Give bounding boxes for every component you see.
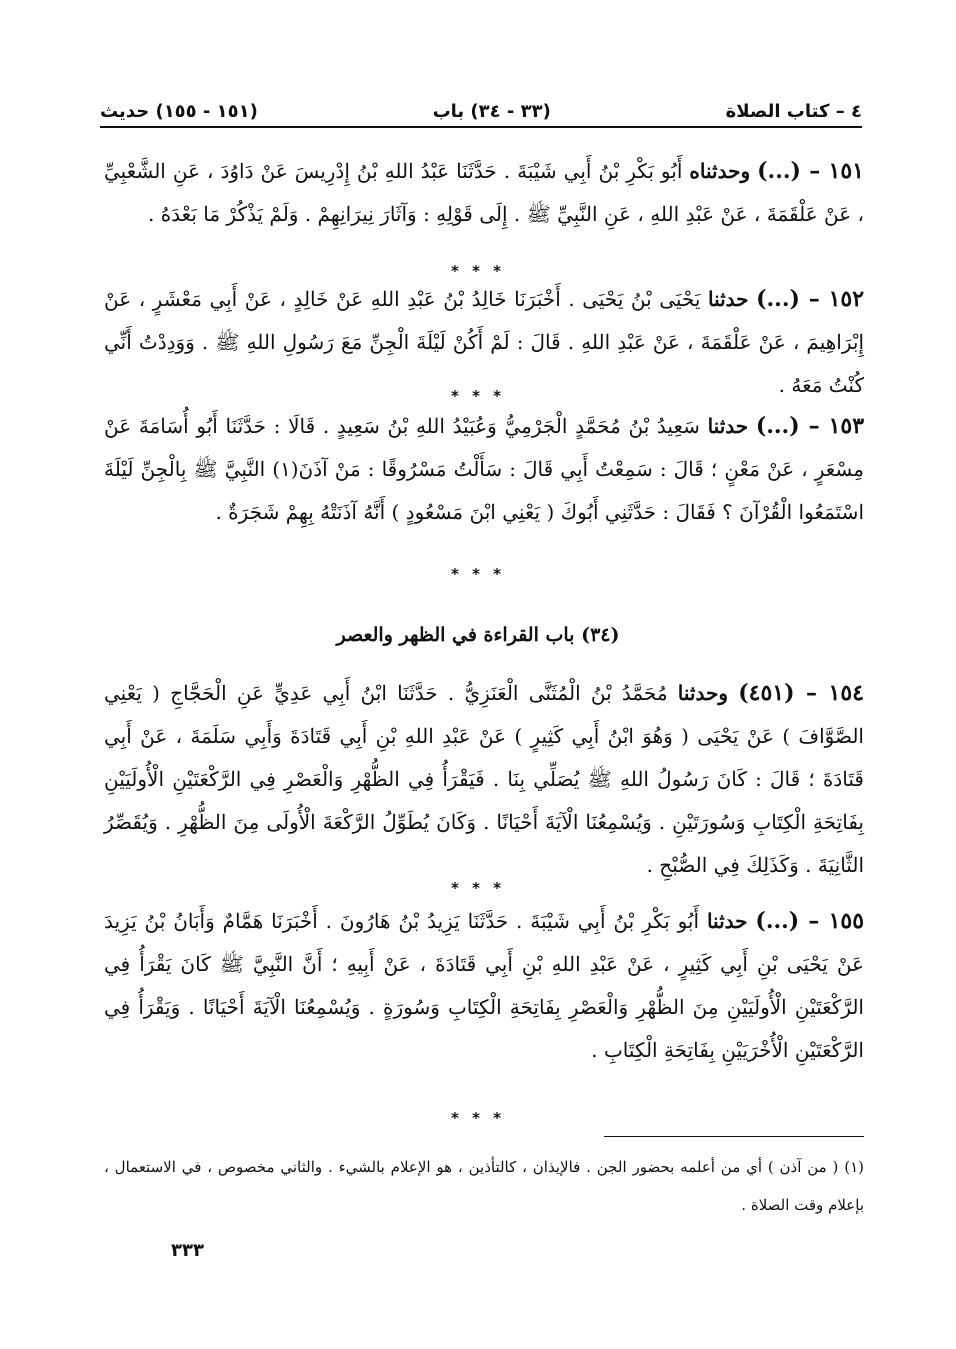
hadith-number: ١٥٢ – (...): [756, 286, 865, 312]
hadith-number: ١٥٥ – (...): [755, 908, 865, 934]
hadith-text: يَحْيَى بْنُ يَحْيَى . أَخْبَرَنَا خَالِدُ بْنُ عَبْدِ اللهِ عَنْ خَالِدٍ ، عَنْ أَبِي مَعْشَرٍ ، عَنْ إِبْرَاهِيمَ ، عَنْ عَلْقَمَةَ ، عَنْ عَبْدِ اللهِ . قَالَ : لَمْ أَكُنْ لَيْلَةَ الْجِنِّ مَعَ رَسُولِ اللهِ ﷺ . وَوَدِدْتُ أَنِّي كُنْتُ مَعَهُ .: [104, 287, 864, 397]
hadith-keyword: حدثنا: [706, 909, 748, 933]
hadith-155: [104, 900, 864, 1072]
hadith-154: [104, 672, 864, 887]
chapter-heading: (٣٤) باب القراءة في الظهر والعصر: [336, 624, 620, 646]
section-separator: * * *: [451, 1109, 505, 1127]
hadith-range: (١٥١ - ١٥٥) حديث: [100, 101, 258, 122]
header-divider: [100, 126, 862, 128]
hadith-keyword: وحدثناه: [689, 159, 751, 183]
hadith-153: [104, 405, 864, 534]
hadith-keyword: حدثنا: [707, 414, 749, 438]
section-separator: * * *: [451, 879, 505, 897]
section-separator: * * *: [451, 262, 505, 280]
hadith-text: مُحَمَّدُ بْنُ الْمُثَنَّى الْعَنَزِيُّ . حَدَّثَنَا ابْنُ أَبِي عَدِيٍّ عَنِ الْحَجَّاجِ ( يَعْنِي الصَّوَّافَ ) عَنْ يَحْيَى ( وَهُوَ ابْنُ أَبِي كَثِيرٍ ) عَنْ عَبْدِ اللهِ بْنِ أَبِي قَتَادَةَ وَأَبِي سَلَمَةَ ، عَنْ أَبِي قَتَادَةَ ؛ قَالَ : كَانَ رَسُولُ اللهِ ﷺ يُصَلِّي بِنَا . فَيَقْرَأُ فِي الظُّهْرِ وَالْعَصْرِ فِي الرَّكْعَتَيْنِ الْأُولَيَيْنِ بِفَاتِحَةِ الْكِتَابِ وَسُورَتَيْنِ . وَيُسْمِعُنَا الْآيَةَ أَحْيَانًا . وَكَانَ يُطَوِّلُ الرَّكْعَةَ الْأُولَى مِنَ الظُّهْرِ . وَيُقَصِّرُ الثَّانِيَةَ . وَكَذَلِكَ فِي الصُّبْحِ .: [104, 681, 864, 877]
hadith-number: ١٥٣ – (...): [755, 413, 865, 439]
section-separator: * * *: [451, 565, 505, 583]
hadith-text: سَعِيدُ بْنُ مُحَمَّدٍ الْجَرْمِيُّ وَعُبَيْدُ اللهِ بْنُ سَعِيدٍ . قَالَا : حَدَّثَنَا أَبُو أُسَامَةَ عَنْ مِسْعَرٍ ، عَنْ مَعْنٍ ؛ قَالَ : سَمِعْتُ أَبِي قَالَ : سَأَلْتُ مَسْرُوقًا : مَنْ آذَنَ(١) النَّبِيَّ ﷺ بِالْجِنِّ لَيْلَةَ اسْتَمَعُوا الْقُرْآنَ ؟ فَقَالَ : حَدَّثَنِي أَبُوكَ ( يَعْنِي ابْنَ مَسْعُودٍ ) أَنَّهُ آذَنَتْهُ بِهِمْ شَجَرَةٌ .: [104, 414, 864, 524]
hadith-number: ١٥١ – (...): [757, 158, 864, 184]
section-separator: * * *: [451, 387, 505, 405]
hadith-text: أَبُو بَكْرِ بْنُ أَبِي شَيْبَةَ . حَدَّثَنَا يَزِيدُ بْنُ هَارُونَ . أَخْبَرَنَا هَمَّامٌ وَأَبَانُ بْنُ يَزِيدَ عَنْ يَحْيَى بْنِ أَبِي كَثِيرٍ ، عَنْ عَبْدِ اللهِ بْنِ أَبِي قَتَادَةَ ، عَنْ أَبِيهِ ؛ أَنَّ النَّبِيَّ ﷺ كَانَ يَقْرَأُ فِي الرَّكْعَتَيْنِ الْأُولَيَيْنِ مِنَ الظُّهْرِ وَالْعَصْرِ بِفَاتِحَةِ الْكِتَابِ وَسُورَةٍ . وَيُسْمِعُنَا الْآيَةَ أَحْيَانًا . وَيَقْرَأُ فِي الرَّكْعَتَيْنِ الْأُخْرَيَيْنِ بِفَاتِحَةِ الْكِتَابِ .: [104, 909, 864, 1062]
hadith-keyword: وحدثنا: [677, 681, 728, 705]
hadith-keyword: حدثنا: [707, 287, 749, 311]
footnote: (١) ( من آذن ) أي من أعلمه بحضور الجن . فالإيذان ، كالتأذين ، هو الإعلام بالشيء . والثاني مخصوص ، في الاستعمال ، بإعلام وقت الصلاة .: [104, 1158, 864, 1214]
hadith-text: أَبُو بَكْرِ بْنُ أَبِي شَيْبَةَ . حَدَّثَنَا عَبْدُ اللهِ بْنُ إِدْرِيسَ عَنْ دَاوُدَ ، عَنِ الشَّعْبِيِّ ، عَنْ عَلْقَمَةَ ، عَنْ عَبْدِ اللهِ ، عَنِ النَّبِيِّ ﷺ . إِلَى قَوْلِهِ : وَآثَارَ نِيرَانِهِمْ . وَلَمْ يَذْكُرْ مَا بَعْدَهُ .: [104, 159, 864, 226]
footnote-divider: [604, 1136, 864, 1137]
page-number: ٣٣٣: [171, 1240, 204, 1261]
hadith-151: [104, 150, 864, 236]
hadith-number: ١٥٤ – (٤٥١): [738, 680, 864, 706]
running-header: [100, 88, 862, 122]
chapter-range: (٣٣ - ٣٤) باب: [432, 101, 551, 122]
book-title: ٤ – كتاب الصلاة: [725, 101, 862, 122]
